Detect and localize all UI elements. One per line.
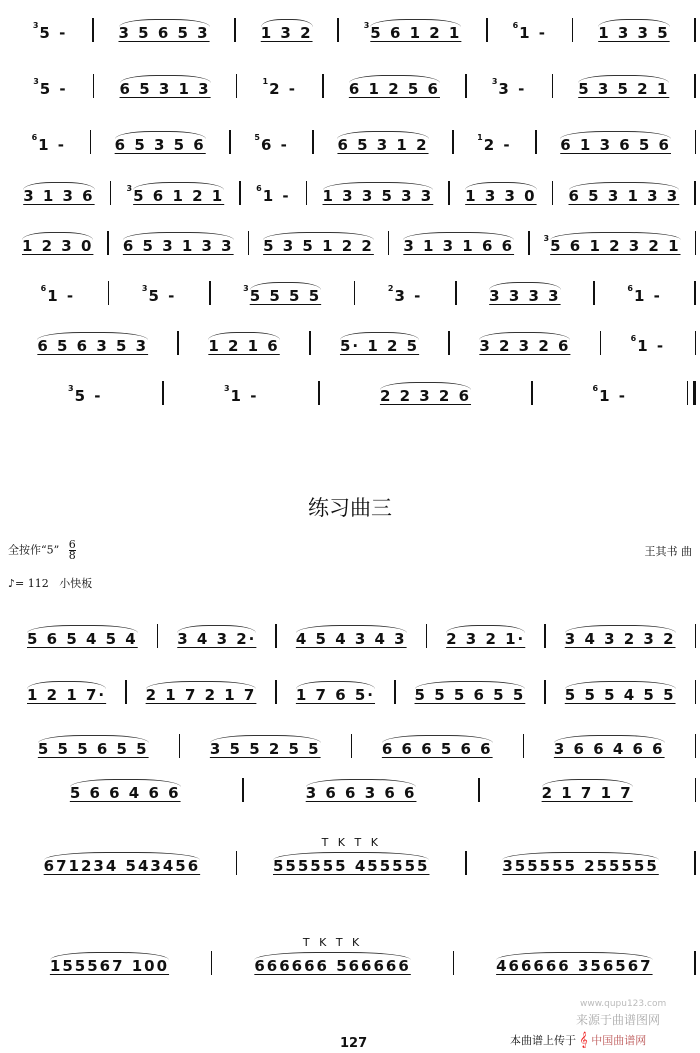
articulation-mark: T K T K	[321, 836, 381, 849]
notes: 6 6 6 5 6 6	[382, 735, 493, 758]
notes: 3 5 6 5 3	[119, 19, 210, 42]
measure	[457, 282, 594, 305]
watermark	[510, 1032, 646, 1048]
staff-row	[8, 618, 696, 648]
staff-row	[8, 12, 696, 42]
bar-line	[694, 951, 696, 975]
staff-row	[8, 674, 696, 704]
bar-line	[694, 74, 696, 98]
measure	[8, 681, 125, 704]
watermark-brand: 中国曲谱网	[591, 1034, 647, 1047]
notes: 6 5 3 1 3	[120, 75, 211, 98]
measure	[111, 182, 239, 205]
notes: 6 5 3 1 3 3	[123, 232, 234, 255]
measure	[158, 625, 275, 648]
measure	[427, 625, 544, 648]
watermark-source: 来源于曲谱图网	[576, 1013, 661, 1027]
notes: 1 2 3 0	[22, 232, 93, 255]
notes: 3 3 3 3	[489, 282, 560, 305]
composer: 王其书 曲	[644, 545, 692, 558]
staff-row	[8, 325, 696, 355]
grace-note: 3	[223, 384, 230, 393]
measure	[91, 131, 229, 154]
staff-row	[8, 175, 696, 205]
measure	[8, 76, 93, 98]
notes: 6 5 3 5 6	[115, 131, 206, 154]
notes: 6 1 3 6 5 6	[560, 131, 671, 154]
page-number: 127	[340, 1036, 368, 1051]
bar-line	[695, 680, 697, 704]
time-signature	[69, 540, 76, 561]
measure	[109, 283, 209, 305]
measure	[595, 283, 695, 305]
measure	[8, 332, 177, 355]
staff-row	[8, 728, 696, 758]
grace-note: 3	[141, 284, 148, 293]
measure	[533, 383, 687, 405]
notes: 4 5 4 3 4 3	[296, 625, 407, 648]
measure	[8, 283, 108, 305]
notes: 2 2 3 2 6	[380, 382, 471, 405]
staff-row	[8, 772, 696, 802]
measure	[94, 19, 235, 42]
measure	[601, 333, 694, 355]
notes: 2 1 7 2 1 7	[146, 681, 257, 704]
measure	[546, 681, 695, 704]
notes: 1 3 3 5 3 3	[323, 182, 434, 205]
notes: 6 -	[260, 136, 289, 154]
measure	[8, 132, 90, 154]
measure	[355, 283, 455, 305]
measure	[553, 75, 694, 98]
notes: 1 -	[262, 187, 291, 205]
notes: 3 4 3 2·	[177, 625, 256, 648]
measure	[524, 735, 695, 758]
measure	[179, 332, 309, 355]
notes: 1 -	[637, 337, 666, 355]
measure	[546, 625, 695, 648]
notes: 5 5 5 6 5 5	[415, 681, 526, 704]
notes: 5 6 1 2 1	[133, 182, 224, 205]
measure	[244, 779, 478, 802]
measure	[389, 232, 528, 255]
notes: 5 5 5 5	[250, 282, 321, 305]
watermark-url: www.qupu123.com	[580, 999, 667, 1009]
grace-note: 6	[627, 284, 633, 293]
notes: 3 2 3 2 6	[479, 332, 570, 355]
bar-line	[695, 778, 697, 802]
grace-note: 3	[363, 21, 370, 30]
key-signature	[8, 540, 76, 561]
notes: 6 5 6 3 5 3	[37, 332, 148, 355]
notes: 1 2 1 6	[208, 332, 279, 355]
notes: 6 5 3 1 3 3	[569, 182, 680, 205]
measure	[8, 952, 211, 975]
grace-note: 3	[491, 77, 498, 86]
notes: 3 4 3 2 3 2	[565, 625, 676, 648]
bar-line	[694, 18, 696, 42]
bar-line	[694, 851, 696, 875]
grace-note: 3	[32, 21, 39, 30]
measure	[530, 232, 695, 255]
notes: 666666 566666	[254, 952, 410, 975]
notes: 3 6 6 3 6 6	[306, 779, 417, 802]
notes: 5 -	[39, 80, 68, 98]
notes: 5· 1 2 5	[340, 332, 419, 355]
notes: 5 -	[74, 387, 103, 405]
measure	[94, 75, 235, 98]
measure	[164, 383, 318, 405]
watermark-text: 本曲谱上传于	[510, 1034, 576, 1047]
measure	[311, 332, 449, 355]
measure	[8, 383, 162, 405]
treble-clef-logo-icon: 𝄞	[579, 1032, 588, 1048]
bar-line	[694, 181, 696, 205]
tempo	[8, 575, 92, 591]
notes: 5 6 6 4 6 6	[70, 779, 181, 802]
notes: 3 1 3 6	[23, 182, 94, 205]
bar-line	[694, 281, 696, 305]
measure	[249, 232, 388, 255]
measure	[212, 936, 452, 975]
grace-note: 5	[254, 133, 260, 142]
notes: 3 -	[394, 287, 423, 305]
measure	[396, 681, 545, 704]
notes: 5 5 5 6 5 5	[38, 735, 149, 758]
notes: 1 -	[38, 136, 67, 154]
measure	[352, 735, 523, 758]
notes: 1 -	[519, 24, 548, 42]
tempo-text: 小快板	[59, 577, 93, 590]
notes: 155567 100	[50, 952, 169, 975]
notes: 1 -	[633, 287, 662, 305]
bar-line	[695, 130, 697, 154]
notes: 5 -	[39, 24, 68, 42]
notes: 671234 543456	[44, 852, 200, 875]
notes: 6 5 3 1 2	[337, 131, 428, 154]
grace-note: 3	[243, 284, 249, 293]
staff-row	[8, 68, 696, 98]
grace-note: 1	[477, 133, 483, 142]
notes: 2 1 7 1 7	[542, 779, 633, 802]
notes: 555555 455555	[273, 852, 429, 875]
measure	[109, 232, 248, 255]
notes: 3 1 3 1 6 6	[403, 232, 514, 255]
notes: 355555 255555	[502, 852, 658, 875]
staff-row	[8, 124, 696, 154]
notes: 5 6 5 4 5 4	[27, 625, 138, 648]
staff-row	[8, 275, 696, 305]
bar-line	[695, 231, 697, 255]
notes: 2 -	[269, 80, 297, 98]
notes: 466666 356567	[496, 952, 652, 975]
time-numerator: 6	[68, 538, 76, 551]
measure	[467, 852, 695, 875]
measure	[454, 952, 694, 975]
key-text: 全按作“5”	[8, 543, 60, 557]
measure	[236, 19, 337, 42]
staff-row	[8, 836, 696, 875]
measure	[307, 182, 448, 205]
grace-note: 3	[68, 384, 74, 393]
measure	[454, 132, 536, 154]
grace-note: 6	[512, 21, 519, 30]
measure	[241, 183, 306, 205]
notes: 2 -	[483, 136, 512, 154]
bar-line	[695, 734, 697, 758]
notes: 1 -	[47, 287, 76, 305]
notes: 1 3 3 5	[598, 19, 669, 42]
notes: 1 -	[599, 387, 627, 405]
measure	[8, 852, 236, 875]
grace-note: 6	[40, 284, 47, 293]
measure	[180, 735, 351, 758]
grace-note: 6	[630, 334, 637, 343]
measure	[450, 332, 600, 355]
bar-line	[687, 381, 696, 405]
notes: 1 -	[230, 387, 259, 405]
notes: 1 2 1 7·	[27, 681, 106, 704]
measure	[277, 625, 426, 648]
measure	[237, 836, 465, 875]
notes: 5 3 5 2 1	[578, 75, 669, 98]
measure	[324, 75, 465, 98]
staff-row	[8, 375, 696, 405]
notes: 5 6 1 2 1	[370, 19, 461, 42]
measure	[277, 681, 394, 704]
grace-note: 3	[126, 184, 133, 193]
notes: 1 3 2	[261, 19, 313, 42]
grace-note: 3	[33, 77, 39, 86]
staff-row	[8, 225, 696, 255]
piece-title: 练习曲三	[308, 496, 392, 520]
notes: 3 -	[498, 80, 527, 98]
grace-note: 6	[592, 384, 599, 393]
time-denominator: 8	[68, 549, 76, 562]
measure	[231, 132, 313, 154]
notes: 6 1 2 5 6	[349, 75, 440, 98]
measure	[8, 625, 157, 648]
measure	[450, 182, 552, 205]
measure	[8, 779, 242, 802]
measure	[8, 232, 107, 255]
notes: 2 3 2 1·	[446, 625, 525, 648]
notes: 3 6 6 4 6 6	[554, 735, 665, 758]
measure	[127, 681, 276, 704]
grace-note: 6	[31, 133, 38, 142]
measure	[467, 76, 552, 98]
notes: 3 5 5 2 5 5	[210, 735, 321, 758]
notes: 5 3 5 1 2 2	[263, 232, 374, 255]
grace-note: 6	[256, 184, 262, 193]
notes: 1 3 3 0	[465, 182, 536, 205]
notes: 5 -	[148, 287, 177, 305]
measure	[8, 20, 92, 42]
staff-row	[8, 936, 696, 975]
measure	[320, 382, 531, 405]
grace-note: 3	[543, 234, 550, 243]
tempo-mark: ♪= 112	[8, 577, 49, 590]
notes: 1 7 6 5·	[296, 681, 375, 704]
measure	[573, 19, 694, 42]
notes: 5 6 1 2 3 2 1	[550, 232, 680, 255]
measure	[480, 779, 695, 802]
measure	[8, 735, 179, 758]
bar-line	[695, 624, 697, 648]
measure	[537, 131, 695, 154]
measure	[553, 182, 694, 205]
articulation-mark: T K T K	[302, 936, 363, 949]
grace-note: 1	[262, 77, 269, 86]
measure	[211, 282, 354, 305]
measure	[488, 20, 572, 42]
measure	[237, 76, 322, 98]
measure	[314, 131, 452, 154]
measure	[339, 19, 486, 42]
notes: 5 5 5 4 5 5	[565, 681, 676, 704]
bar-line	[695, 331, 697, 355]
grace-note: 2	[387, 284, 394, 293]
measure	[8, 182, 110, 205]
